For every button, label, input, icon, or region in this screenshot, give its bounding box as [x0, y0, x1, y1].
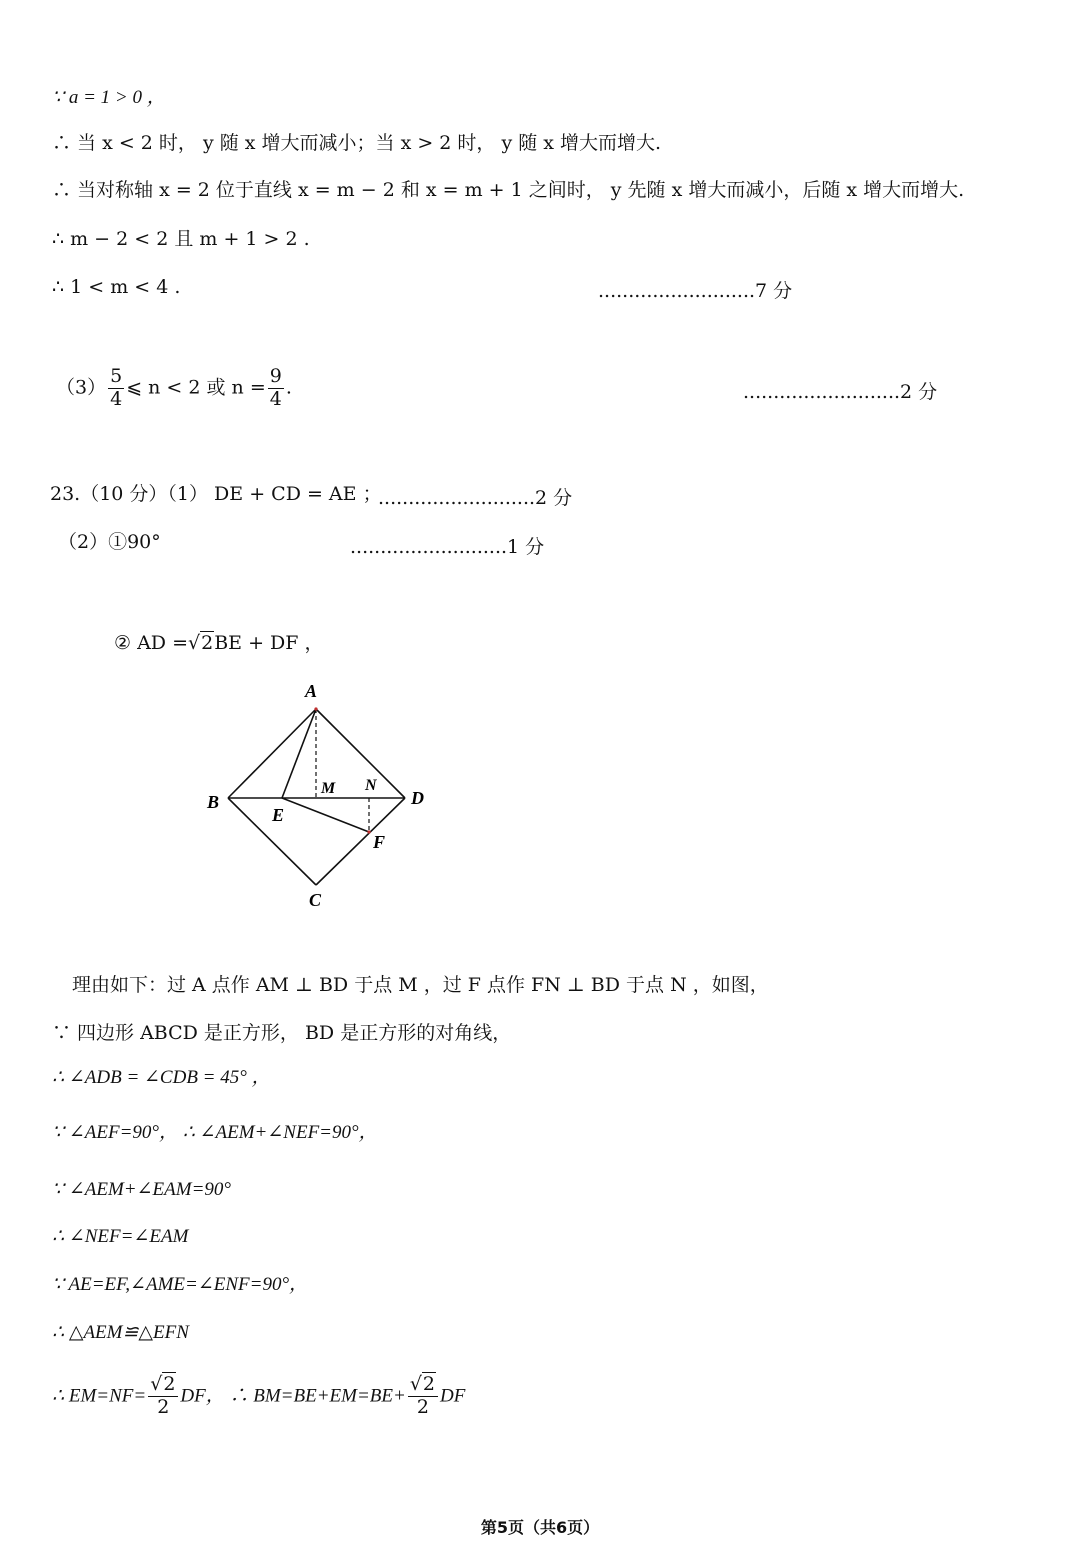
score-7: ..........................7 分: [598, 280, 793, 302]
line-aef-90: ∵ ∠AEF=90°， ∴ ∠AEM+∠NEF=90°，: [52, 1122, 378, 1143]
line-monotonic: ∴ 当 x < 2 时， y 随 x 增大而减小；当 x > 2 时， y 随 x 增大而增大.: [52, 132, 662, 154]
label-E: E: [272, 805, 285, 825]
fraction-sqrt2-over-2-b: $\frac{√2}{2}$: [408, 1374, 438, 1419]
line-square: ∵ 四边形 ABCD 是正方形， BD 是正方形的对角线，: [52, 1022, 512, 1044]
label-N: N: [365, 777, 377, 794]
line-q23: 23.（10 分）（1） DE + CD = AE ；: [50, 483, 382, 505]
line-ae-ef: ∵ AE=EF,∠AME=∠ENF=90°，: [52, 1274, 309, 1295]
page-footer: 第5页（共6页）: [480, 1518, 600, 1537]
label-B: B: [207, 792, 220, 812]
line-q23-2-1: （2）①90°: [58, 531, 161, 553]
fraction-9-4: $\frac{9}{4}$: [269, 365, 282, 410]
line-a-positive: ∵ a = 1 > 0 ，: [52, 87, 166, 108]
line-q23-2-2: ② AD =√2BE + DF ，: [114, 632, 324, 654]
sqrt-2: √2: [188, 632, 214, 654]
line-em-nf: ∴ EM=NF= $\frac{√2}{2}$ DF， ∴ BM=BE+EM=BE+ $\frac{√2}{2}$ DF: [52, 1373, 466, 1418]
label-C: C: [309, 890, 322, 910]
label-A: A: [305, 681, 318, 701]
line-m-range: ∴ 1 < m < 4 .: [52, 276, 181, 298]
line-aem-eam: ∵ ∠AEM+∠EAM=90°: [52, 1179, 231, 1200]
score-2-b: ..........................2 分: [378, 487, 573, 509]
line-nef-eam: ∴ ∠NEF=∠EAM: [52, 1226, 189, 1247]
line-congruent: ∴ △AEM≌△EFN: [52, 1322, 189, 1343]
score-1: ..........................1 分: [350, 536, 545, 558]
square-figure: [195, 680, 455, 910]
label-D: D: [411, 788, 424, 808]
line-axis-between: ∴ 当对称轴 x = 2 位于直线 x = m − 2 和 x = m + 1 之间时， y 先随 x 增大而减小，后随 x 增大而增大.: [52, 179, 965, 201]
label-M: M: [321, 780, 336, 797]
fraction-5-4: $\frac{5}{4}$: [110, 365, 123, 410]
line-part3: （3） $\frac{5}{4}$ ⩽ n < 2 或 n = $\frac{9}{4}$ .: [56, 365, 292, 410]
score-2-a: ..........................2 分: [743, 381, 938, 403]
line-angle-45: ∴ ∠ADB = ∠CDB = 45° ，: [52, 1067, 271, 1088]
line-reason: 理由如下：过 A 点作 AM ⊥ BD 于点 M ，过 F 点作 FN ⊥ BD 于点 N ，如图，: [72, 974, 769, 996]
fraction-sqrt2-over-2-a: $\frac{√2}{2}$: [148, 1374, 178, 1419]
line-inequality: ∴ m − 2 < 2 且 m + 1 > 2 .: [52, 228, 310, 250]
label-F: F: [373, 832, 386, 852]
